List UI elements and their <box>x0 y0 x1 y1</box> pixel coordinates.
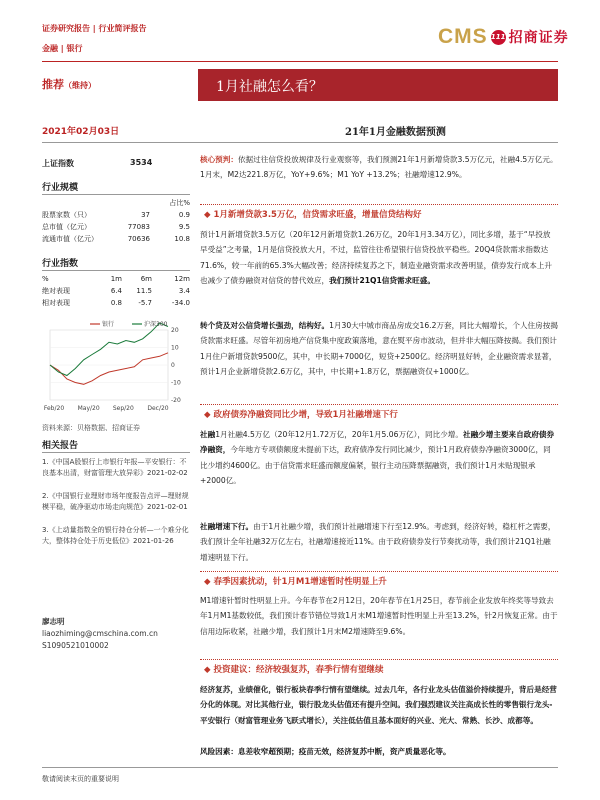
section-heading-loans: ◆ 1月新增贷款3.5万亿，信贷需求旺盛，增量信贷结构好 <box>204 210 422 220</box>
logo-badge-icon: 111 <box>491 30 506 45</box>
logo-cms-text: CMS <box>438 25 488 48</box>
para-text: 1月社融4.5万亿（20年12月1.72万亿，20年1月5.06万亿），同比少增。 <box>215 430 463 439</box>
title-banner <box>198 69 558 101</box>
chart-source: 资料来源：贝格数据、招商证券 <box>42 424 140 432</box>
para-text: M1增速针暂时性明显上升。今年春节在2月12日，20年春节在1月25日，春节前企业发放年终奖等导致去年1月M1基数较低，我们预计春节错位导致1月末M1增速暂时性明显上升至13.2%，针2月恢复正常。由于信用边际收紧，社融少增，我们预计1月末M2增速降至9.6%。 <box>200 596 558 636</box>
perf-value: -5.7 <box>138 299 152 307</box>
report-date: 2021年02月03日 <box>42 127 120 137</box>
scale-row-label: 股票家数（只） <box>42 211 91 219</box>
para-risk <box>200 744 558 759</box>
para-bold: 我们预计21Q1信贷需求旺盛。 <box>329 275 435 285</box>
scale-row-value: 77083 <box>127 223 150 231</box>
core-prefix: 核心预判： <box>200 155 238 164</box>
scale-divider <box>42 194 190 195</box>
table-row <box>42 285 190 297</box>
perf-header: 12m <box>174 275 190 283</box>
table-row <box>42 297 190 309</box>
core-text: 依据过往信贷投放规律及行业观察等，我们预测21年1月新增贷款3.5万亿元，社融4.5万亿元。1月末，M2达221.8万亿，YoY+9.6%；M1 YoY +13.2%；社融增速12.9%。 <box>200 155 558 180</box>
series-line-bank <box>50 353 168 385</box>
section-heading-invest: ◆ 投资建议：经济较强复苏，春季行情有望继续 <box>204 665 384 675</box>
title-divider <box>42 142 558 143</box>
related-divider <box>42 452 190 453</box>
header-divider <box>42 61 558 62</box>
para-bold: 转个贷及对公信贷增长强劲，结构好。 <box>200 321 330 330</box>
rating <box>42 76 96 92</box>
perf-value: 6.4 <box>110 287 122 295</box>
scale-row-pct: 0.9 <box>178 211 190 219</box>
perf-header-row <box>42 273 190 285</box>
perf-table <box>42 273 190 309</box>
y-tick-label: 20 <box>171 327 179 334</box>
logo-cn-text: 招商证券 <box>508 30 569 46</box>
perf-value: 0.8 <box>110 299 122 307</box>
industry-category: 金融 | 银行 <box>42 44 83 53</box>
perf-header: 6m <box>140 275 152 283</box>
perf-value: 11.5 <box>136 287 152 295</box>
report-category: 证券研究报告 | 行业简评报告 <box>42 24 147 33</box>
table-row <box>42 233 190 245</box>
para-tsf <box>200 427 558 488</box>
index-value: 3534 <box>130 158 153 167</box>
para-bold: 息差收窄超预期；疫苗无效，经济复苏中断，资产质量恶化等。 <box>237 747 451 756</box>
scale-row-label: 总市值（亿元） <box>42 223 91 231</box>
perf-row-label: 相对表现 <box>42 299 70 307</box>
legend-label: 沪深300 <box>144 321 168 328</box>
section-divider <box>200 204 558 205</box>
perf-header: % <box>42 275 49 283</box>
para-invest <box>200 682 558 728</box>
section-heading-m1: ◆ 春季因素扰动，针1月M1增速暂时性明显上升 <box>204 577 387 587</box>
perf-header: 1m <box>110 275 122 283</box>
related-report-item[interactable]: 1.《中国A股银行上市银行年报—平安银行：不良基本出清，财富管理大放异彩》2021-02-02 <box>42 458 188 477</box>
y-tick-label: -20 <box>171 397 181 404</box>
x-tick-label: Dec/20 <box>147 405 169 412</box>
rating-label: 推荐 <box>42 78 64 91</box>
x-tick-label: Sep/20 <box>112 405 134 412</box>
perf-value: -34.0 <box>171 299 190 307</box>
x-tick-label: Feb/20 <box>43 405 65 412</box>
x-tick-label: May/20 <box>77 405 100 412</box>
footer-divider <box>42 767 558 768</box>
y-tick-label: -10 <box>171 379 181 387</box>
perf-row-label: 绝对表现 <box>42 287 70 295</box>
company-logo <box>438 26 569 48</box>
para-text: 预计1月新增贷款3.5万亿（20年12月新增贷款1.26万亿，20年1月3.34万亿），同比多增，基于“早投放早受益”之考量，1月是信贷投放大月，不过，监管往往希望银行信贷投放平稳些。20Q4贷款需求指数达71.6%，较一年前的65.3%大幅改善；经济持续复苏之下，制造业融资需求改善明显，债券发行成本上升也减少了债券融资对信贷的替代效应， <box>200 230 552 285</box>
related-report-item[interactable]: 3.《上动量指数全的银行持仓分析—一个难分化大，整体持仓处于历史低位》2021-01-26 <box>42 526 189 545</box>
para-text: 由于1月社融少增，我们预计社融增速下行至12.9%。考虑到，经济好转，稳杠杆之需要，我们预计全年社融32万亿左右，社融增速接近11%。由于政府债券发行节奏扰动等，我们预计21Q1社融增速明显下行。 <box>200 522 556 562</box>
para-loans <box>200 227 558 288</box>
performance-chart <box>42 318 190 418</box>
perf-value: 3.4 <box>178 287 190 295</box>
para-bold: 社融少增主要来自政府债券净融资， <box>200 430 555 455</box>
series-line-csi300 <box>50 323 168 376</box>
para-bold: 社融增速下行。 <box>200 522 254 531</box>
y-tick-label: 10 <box>171 344 179 352</box>
y-tick-label: 0 <box>171 362 175 369</box>
scale-pct-header: 占比% <box>169 199 190 207</box>
related-title: 相关报告 <box>42 441 79 451</box>
report-subtitle: 21年1月金融数据预测 <box>345 127 446 138</box>
footer-note: 敬请阅读末页的重要说明 <box>42 775 119 783</box>
scale-row-value: 70636 <box>127 235 150 243</box>
author-email[interactable]: liaozhiming@cmschina.com.cn <box>42 629 158 638</box>
para-structure <box>200 318 558 379</box>
core-forecast <box>200 152 558 183</box>
para-bold: 社融 <box>200 430 216 439</box>
scale-row-pct: 10.8 <box>174 235 190 243</box>
para-bold: 风险因素： <box>200 747 238 756</box>
scale-row-pct: 9.5 <box>178 223 190 231</box>
scale-row-value: 37 <box>141 211 150 219</box>
perf-divider <box>42 270 190 271</box>
para-m1 <box>200 593 558 639</box>
section-divider <box>200 659 558 660</box>
para-tsf-growth <box>200 519 558 565</box>
report-title: 1月社融怎么看？ <box>216 79 323 95</box>
para-text: 今年地方专项债额度未提前下达，政府债净发行同比减少，预计1月政府债券净融资3000亿，同比少增约4600亿。由于信贷需求旺盛而额度偏紧，银行主动压降票据融资，我们预计1月未贴现银承+2000亿。 <box>200 445 551 485</box>
section-divider <box>200 404 558 405</box>
index-label: 上证指数 <box>42 159 74 168</box>
table-row <box>42 221 190 233</box>
scale-header-row <box>42 197 190 209</box>
para-text: 1月30大中城市商品房成交16.2万套，同比大幅增长，个人住房按揭贷款需求旺盛。尽管年初房地产信贷集中度政策落地，意在熨平房市波动，但并非大幅压降按揭。我们预计1月住户新增贷款9500亿，其中，中长期+7000亿，短贷+2500亿。经济明显好转，企业融资需求显著，预计1月企业新增贷款2.6万亿，其中，中长期+1.8万亿，票据融资仅+1000亿。 <box>200 321 558 376</box>
related-report-item[interactable]: 2.《中国银行业理财市场年度报告点评—理财规模平稳，破净驱动市场走向规范》2021-02-01 <box>42 492 189 511</box>
scale-row-label: 流通市值（亿元） <box>42 235 98 243</box>
rating-sub: （维持） <box>64 81 96 90</box>
scale-title: 行业规模 <box>42 183 79 193</box>
section-heading-tsf: ◆ 政府债券净融资同比少增，导致1月社融增速下行 <box>204 410 398 420</box>
para-text: 经济复苏，业绩催化，银行板块春季行情有望继续。过去几年，各行业龙头估值溢价持续提升，背后是经营分化的体现。对比其他行业，银行股龙头估值还有提升空间。我们强烈建议关注高成长性的零售银行龙头-平安银行（财富管理业务飞跃式增长），关注低估值且基本面好的兴业、光大、常熟、长沙、成都等。 <box>200 685 557 725</box>
table-row <box>42 209 190 221</box>
author-id: S1090521010002 <box>42 641 109 650</box>
perf-title: 行业指数 <box>42 259 79 269</box>
author-name: 廖志明 <box>42 617 65 626</box>
legend-label: 银行 <box>102 321 115 328</box>
scale-table <box>42 197 190 245</box>
section-divider <box>200 571 558 572</box>
